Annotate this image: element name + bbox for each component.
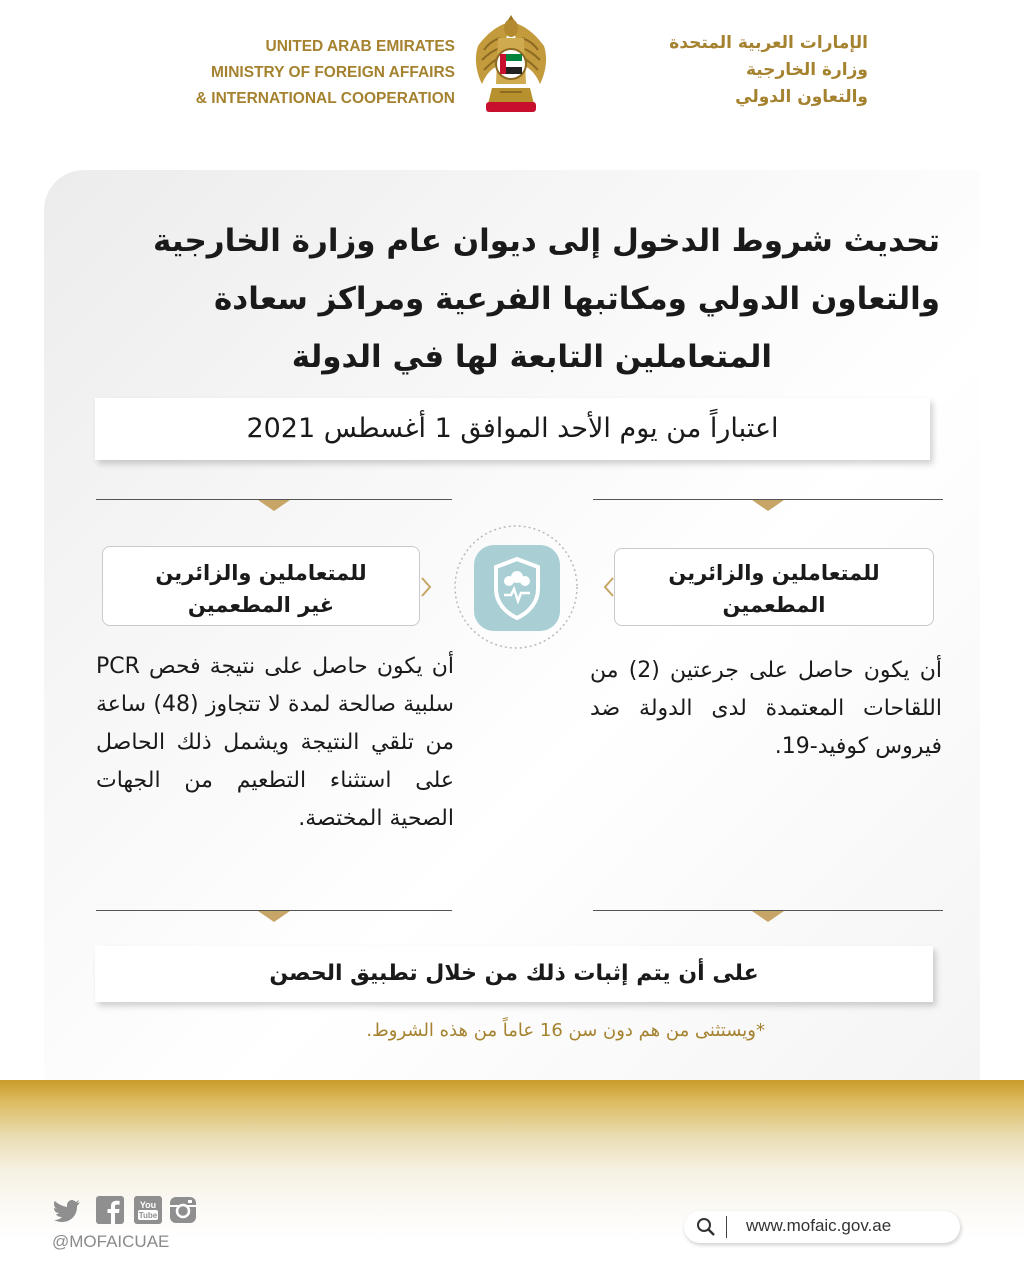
header-ar-line-1: الإمارات العربية المتحدة <box>669 33 868 53</box>
instagram-icon[interactable] <box>168 1195 198 1225</box>
svg-text:You: You <box>139 1200 157 1210</box>
unvaccinated-heading-line-2: غير المطعمين <box>187 593 335 617</box>
chevron-right-icon <box>420 576 432 598</box>
chevron-left-icon <box>603 576 615 598</box>
footnote: *ويستثنى من هم دون سن 16 عاماً من هذه الشروط. <box>366 1020 765 1041</box>
title-line-1: تحديث شروط الدخول إلى ديوان عام وزارة الخارجية <box>153 223 940 259</box>
uae-falcon-emblem-icon <box>470 14 552 118</box>
title-line-3: المتعاملين التابعة لها في الدولة <box>291 339 772 375</box>
vaccinated-text: أن يكون حاصل على جرعتين (2) من اللقاحات المعتمدة لدى الدولة ضد فيروس كوفيد-19. <box>590 658 942 759</box>
separator-top-left <box>96 499 452 511</box>
search-icon <box>696 1217 716 1237</box>
header-en-line-1: UNITED ARAB EMIRATES <box>265 38 455 55</box>
separator-top-right <box>593 499 943 511</box>
header-english <box>150 34 455 112</box>
header-en-line-2: MINISTRY OF FOREIGN AFFAIRS <box>211 64 455 81</box>
unvaccinated-heading <box>102 546 420 626</box>
website-url: www.mofaic.gov.ae <box>746 1216 892 1235</box>
header-arabic <box>568 30 868 111</box>
youtube-icon[interactable] <box>133 1195 163 1225</box>
vaccinated-heading-line-1: للمتعاملين والزائرين <box>668 561 880 585</box>
vaccinated-heading-line-2: المطعمين <box>722 593 826 617</box>
effective-date-banner: اعتباراً من يوم الأحد الموافق 1 أغسطس 2021 <box>95 398 930 460</box>
svg-text:Tube: Tube <box>138 1211 158 1220</box>
separator-bottom-left <box>96 910 452 922</box>
vaccinated-heading <box>614 548 934 626</box>
health-shield-app-icon <box>474 545 560 631</box>
unvaccinated-heading-line-1: للمتعاملين والزائرين <box>155 561 367 585</box>
website-link[interactable] <box>684 1211 960 1243</box>
social-handle[interactable]: @MOFAICUAE <box>52 1232 170 1251</box>
page-title <box>80 212 940 386</box>
header-en-line-3: & INTERNATIONAL COOPERATION <box>195 90 455 107</box>
separator-bottom-right <box>593 910 943 922</box>
twitter-icon[interactable] <box>52 1195 82 1225</box>
title-line-2: والتعاون الدولي ومكاتبها الفرعية ومراكز سعادة <box>213 281 940 317</box>
proof-banner: على أن يتم إثبات ذلك من خلال تطبيق الحصن <box>95 946 933 1002</box>
header-ar-line-2: وزارة الخارجية <box>745 60 868 80</box>
unvaccinated-text: أن يكون حاصل على نتيجة فحص PCR سلبية صالحة لمدة لا تتجاوز (48) ساعة من تلقي النتيجة ويشمل ذلك الحاصل على استثناء التطعيم من الجهات الصحية المختصة. <box>96 654 454 831</box>
facebook-icon[interactable] <box>95 1195 125 1225</box>
header-ar-line-3: والتعاون الدولي <box>735 87 868 107</box>
